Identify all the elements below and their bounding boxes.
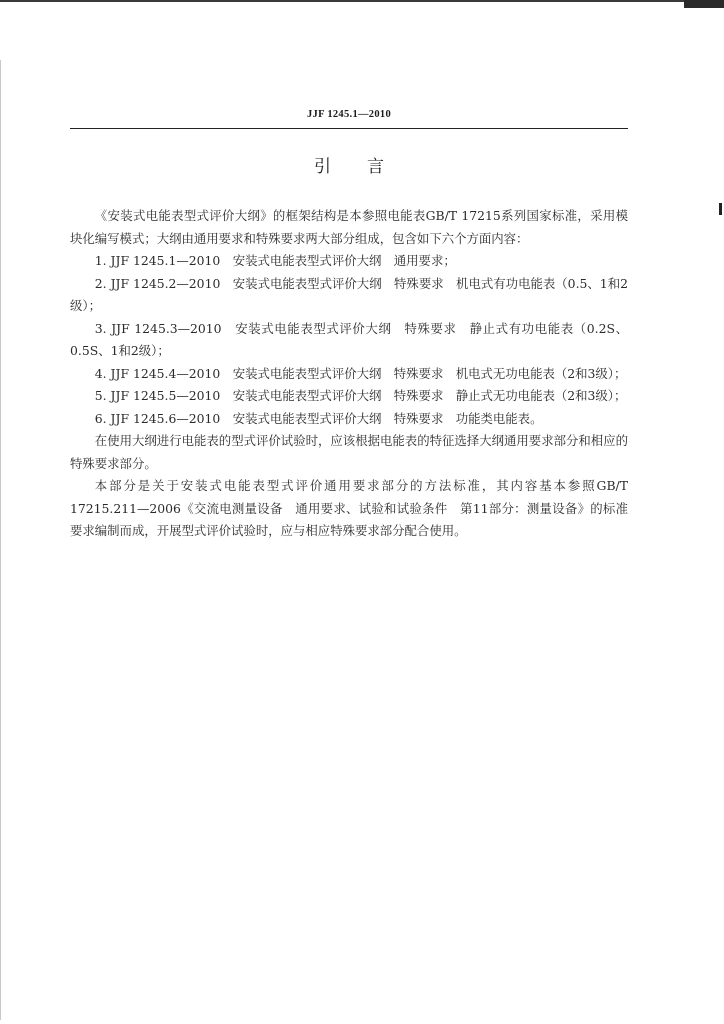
intro-paragraph: 《安装式电能表型式评价大纲》的框架结构是本参照电能表GB/T 17215系列国家标准，采用模块化编写模式；大纲由通用要求和特殊要求两大部分组成，包含如下六个方面内容： <box>70 208 628 246</box>
list-item: 1. JJF 1245.1—2010 安装式电能表型式评价大纲 通用要求； <box>94 253 456 268</box>
list-item: 6. JJF 1245.6—2010 安装式电能表型式评价大纲 特殊要求 功能类电能表。 <box>94 410 543 426</box>
list-item: 3. JJF 1245.3—2010 安装式电能表型式评价大纲 特殊要求 静止式有功电能表（0.2S、0.5S、1和2级）； <box>70 320 628 358</box>
running-header: JJF 1245.1—2010 <box>306 109 392 120</box>
header-rule <box>70 128 628 129</box>
list-item: 5. JJF 1245.5—2010 安装式电能表型式评价大纲 特殊要求 静止式无功电能表（2和3级）； <box>94 388 627 403</box>
scan-left-edge <box>0 60 1 1020</box>
section-title: 引言 <box>314 157 420 177</box>
list-item: 2. JJF 1245.2—2010 安装式电能表型式评价大纲 特殊要求 机电式有功电能表（0.5、1和2级）； <box>70 275 628 313</box>
scan-top-border <box>0 0 724 2</box>
scan-margin-mark <box>719 203 722 215</box>
scan-corner-mark <box>684 0 724 8</box>
list-item: 4. JJF 1245.4—2010 安装式电能表型式评价大纲 特殊要求 机电式无功电能表（2和3级）； <box>94 365 627 381</box>
usage-paragraph: 在使用大纲进行电能表的型式评价试验时，应该根据电能表的特征选择大纲通用要求部分和相应的特殊要求部分。 <box>70 433 628 471</box>
scope-paragraph: 本部分是关于安装式电能表型式评价通用要求部分的方法标准，其内容基本参照GB/T 17215.211—2006《交流电测量设备 通用要求、试验和试验条件 第11部分：测量设备》的标准要求编制而成，开展型式评价试验时，应与相应特殊要求部分配合使用。 <box>70 478 628 538</box>
document-page <box>70 108 628 543</box>
body-text <box>70 205 628 543</box>
